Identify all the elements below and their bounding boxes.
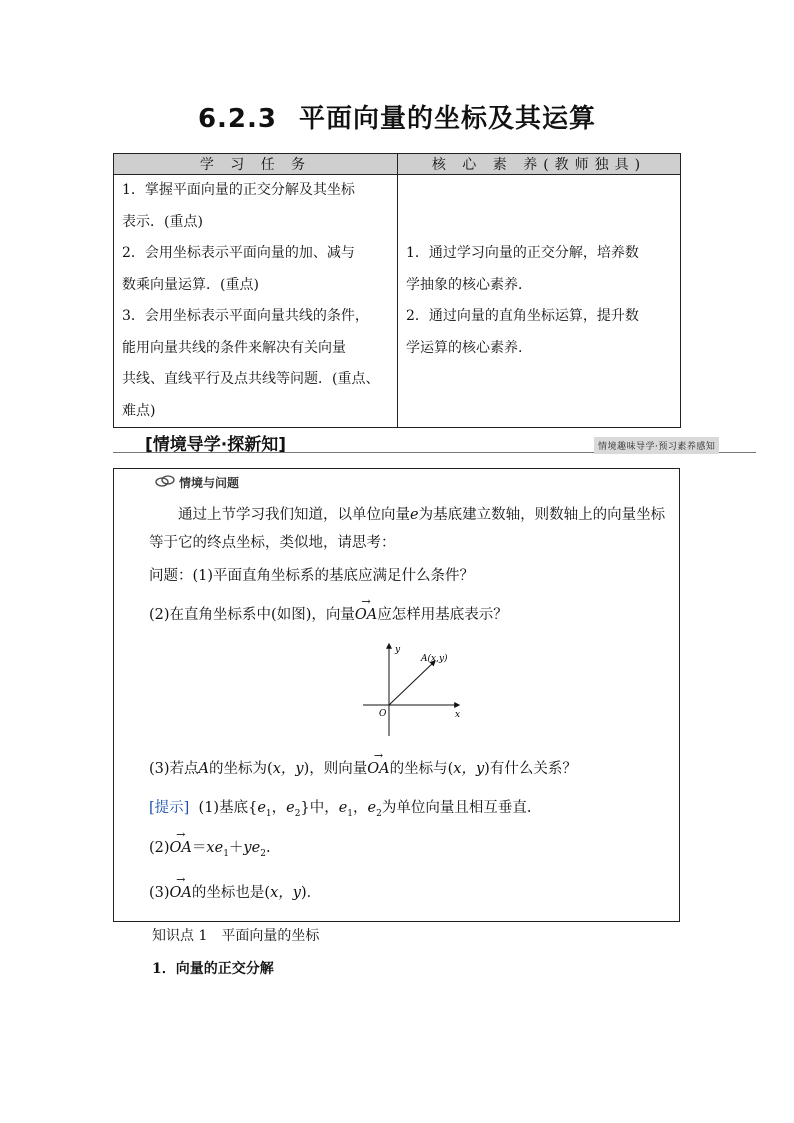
core-literacy-cell [398,175,681,428]
goals-table [113,153,681,428]
literacy-line: 学抽象的核心素养． [406,276,532,293]
learning-tasks-cell [114,175,398,428]
scene-label-text: 情境与问题 [179,476,240,490]
intro-paragraph: 通过上节学习我们知道，以单位向量e为基底建立数轴，则数轴上的向量坐标等于它的终点坐标，类似地，请思考： [149,507,666,551]
section-heading: [情境导学·探新知] [145,435,286,455]
task-line: 难点) [122,402,156,419]
coordinate-figure [355,640,470,740]
page-title [0,98,794,135]
subsection-heading: 1．向量的正交分解 [152,961,274,977]
table-row [114,175,681,428]
vector-oa: → OA [170,879,192,907]
origin-label: O [379,709,387,719]
hint-label: [提示] [149,800,190,816]
section-number: 6.2.3 [197,104,277,134]
answer-3: (3)→ OA的坐标也是(x，y)． [149,879,674,907]
task-line: 表示．(重点) [122,213,203,230]
point-a-label: A(x,y) [421,654,448,664]
vector-oa: → OA [355,601,377,629]
task-line: 1．掌握平面向量的正交分解及其坐标 [122,182,355,198]
question-1: 问题：(1)平面直角坐标系的基底应满足什么条件？ [149,568,475,584]
header-core-literacy: 核 心 素 养(教师独具) [398,154,681,175]
task-line: 数乘向量运算．(重点) [122,276,259,293]
scene-label [155,474,239,491]
task-line: 共线、直线平行及点共线等问题．(重点、 [122,371,380,387]
question-2: (2)在直角坐标系中(如图)，向量→ OA应怎样用基底表示？ [149,601,674,629]
vector-oa: → OA [170,834,192,862]
table-header-row [114,154,681,175]
literacy-line: 1．通过学习向量的正交分解，培养数 [406,245,639,261]
answer-1: [提示] (1)基底{$e_1$，$e_2$}中，$e_1$，$e_2$为单位向量且相互垂直. [149,800,532,819]
x-axis-label: x [455,710,461,720]
vector-oa-arrow [389,661,435,705]
handshake-icon [155,474,175,491]
vector-oa: → OA [367,755,389,783]
task-line: 能用向量共线的条件来解决有关向量 [122,339,346,356]
answer-2: $(2)\to OA=xe_1+ye_2$. [149,834,674,868]
task-line: 3．会用坐标表示平面向量共线的条件， [122,308,369,324]
task-line: 2．会用坐标表示平面向量的加、减与 [122,245,355,261]
header-learning-tasks: 学 习 任 务 [114,154,398,175]
knowledge-point-heading: 知识点 1 平面向量的坐标 [152,928,320,944]
section-title: 平面向量的坐标及其运算 [299,104,597,134]
y-axis-label: y [395,645,401,655]
literacy-line: 学运算的核心素养. [406,339,523,356]
section-tag: 情境趣味导学·预习素养感知 [594,437,719,454]
question-3: (3)若点A的坐标为(x，y)，则向量→ OA的坐标与(x，y)有什么关系？ [149,755,674,783]
literacy-line: 2．通过向量的直角坐标运算，提升数 [406,308,639,324]
